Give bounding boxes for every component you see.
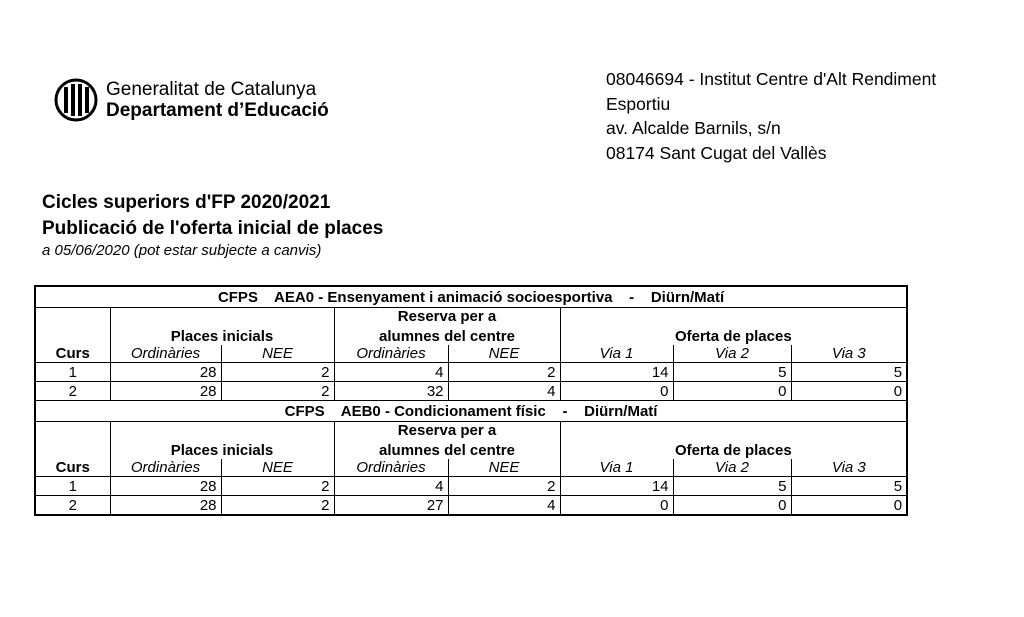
via3-header: Via 3 (791, 345, 907, 363)
cell: 0 (560, 496, 673, 516)
document-title: Cicles superiors d'FP 2020/2021 (42, 192, 331, 213)
curs-cell: 2 (35, 382, 110, 401)
cell: 4 (334, 477, 448, 496)
cell: 0 (791, 382, 907, 401)
ordinaries-header: Ordinàries (334, 459, 448, 477)
nee-header: NEE (221, 345, 334, 363)
oferta-header: Oferta de places (560, 308, 907, 346)
table-row (35, 363, 907, 382)
offer-table-wrapper (34, 285, 906, 516)
nee-header: NEE (221, 459, 334, 477)
cell: 32 (334, 382, 448, 401)
program-title: CFPS AEB0 - Condicionament físic - Diürn/Matí (35, 401, 907, 422)
oferta-header: Oferta de places (560, 422, 907, 460)
cell: 4 (334, 363, 448, 382)
cell: 5 (673, 363, 791, 382)
table-row (35, 496, 907, 516)
cell: 0 (673, 496, 791, 516)
reserva-header-line2: alumnes del centre (334, 442, 560, 459)
cell: 2 (221, 363, 334, 382)
via2-header: Via 2 (673, 459, 791, 477)
ordinaries-header: Ordinàries (334, 345, 448, 363)
school-address (606, 67, 936, 165)
cell: 28 (110, 363, 221, 382)
offer-table (34, 285, 908, 516)
cell: 14 (560, 477, 673, 496)
cell: 5 (791, 477, 907, 496)
cell: 2 (448, 477, 560, 496)
reserva-header: Reserva per a (334, 422, 560, 443)
address-line: Esportiu (606, 93, 671, 114)
curs-cell: 1 (35, 477, 110, 496)
curs-cell: 2 (35, 496, 110, 516)
table-row (35, 382, 907, 401)
curs-cell: 1 (35, 363, 110, 382)
via1-header: Via 1 (560, 459, 673, 477)
cell: 2 (221, 477, 334, 496)
curs-header: Curs (35, 345, 110, 363)
cell: 27 (334, 496, 448, 516)
places-inicials-header: Places inicials (110, 422, 334, 460)
reserva-header-line2: alumnes del centre (334, 328, 560, 345)
via3-header: Via 3 (791, 459, 907, 477)
cell: 28 (110, 477, 221, 496)
cell: 2 (448, 363, 560, 382)
table-row (35, 477, 907, 496)
document-date-note: a 05/06/2020 (pot estar subjecte a canvis) (42, 242, 322, 259)
cell: 0 (673, 382, 791, 401)
curs-header: Curs (35, 459, 110, 477)
cell: 4 (448, 496, 560, 516)
address-line: 08046694 - Institut Centre d'Alt Rendiment (606, 69, 937, 89)
cell: 28 (110, 496, 221, 516)
cell: 0 (560, 382, 673, 401)
institution-logo (54, 78, 329, 122)
org-name: Generalitat de Catalunya (106, 79, 317, 100)
ordinaries-header: Ordinàries (110, 459, 221, 477)
via1-header: Via 1 (560, 345, 673, 363)
nee-header: NEE (448, 345, 560, 363)
cell: 5 (673, 477, 791, 496)
cell: 0 (791, 496, 907, 516)
program-title: CFPS AEA0 - Ensenyament i animació socioesportiva - Diürn/Matí (35, 286, 907, 308)
cell: 14 (560, 363, 673, 382)
ordinaries-header: Ordinàries (110, 345, 221, 363)
address-line: 08174 Sant Cugat del Vallès (606, 142, 827, 163)
via2-header: Via 2 (673, 345, 791, 363)
cell: 2 (221, 496, 334, 516)
places-inicials-header: Places inicials (110, 308, 334, 346)
document-titles (42, 190, 383, 260)
cell: 5 (791, 363, 907, 382)
nee-header: NEE (448, 459, 560, 477)
department-name: Departament d’Educació (106, 100, 329, 121)
cell: 4 (448, 382, 560, 401)
generalitat-emblem-icon (54, 78, 98, 122)
address-line: av. Alcalde Barnils, s/n (606, 118, 781, 138)
reserva-header: Reserva per a (334, 308, 560, 329)
document-subtitle: Publicació de l'oferta inicial de places (42, 218, 384, 239)
cell: 28 (110, 382, 221, 401)
cell: 2 (221, 382, 334, 401)
